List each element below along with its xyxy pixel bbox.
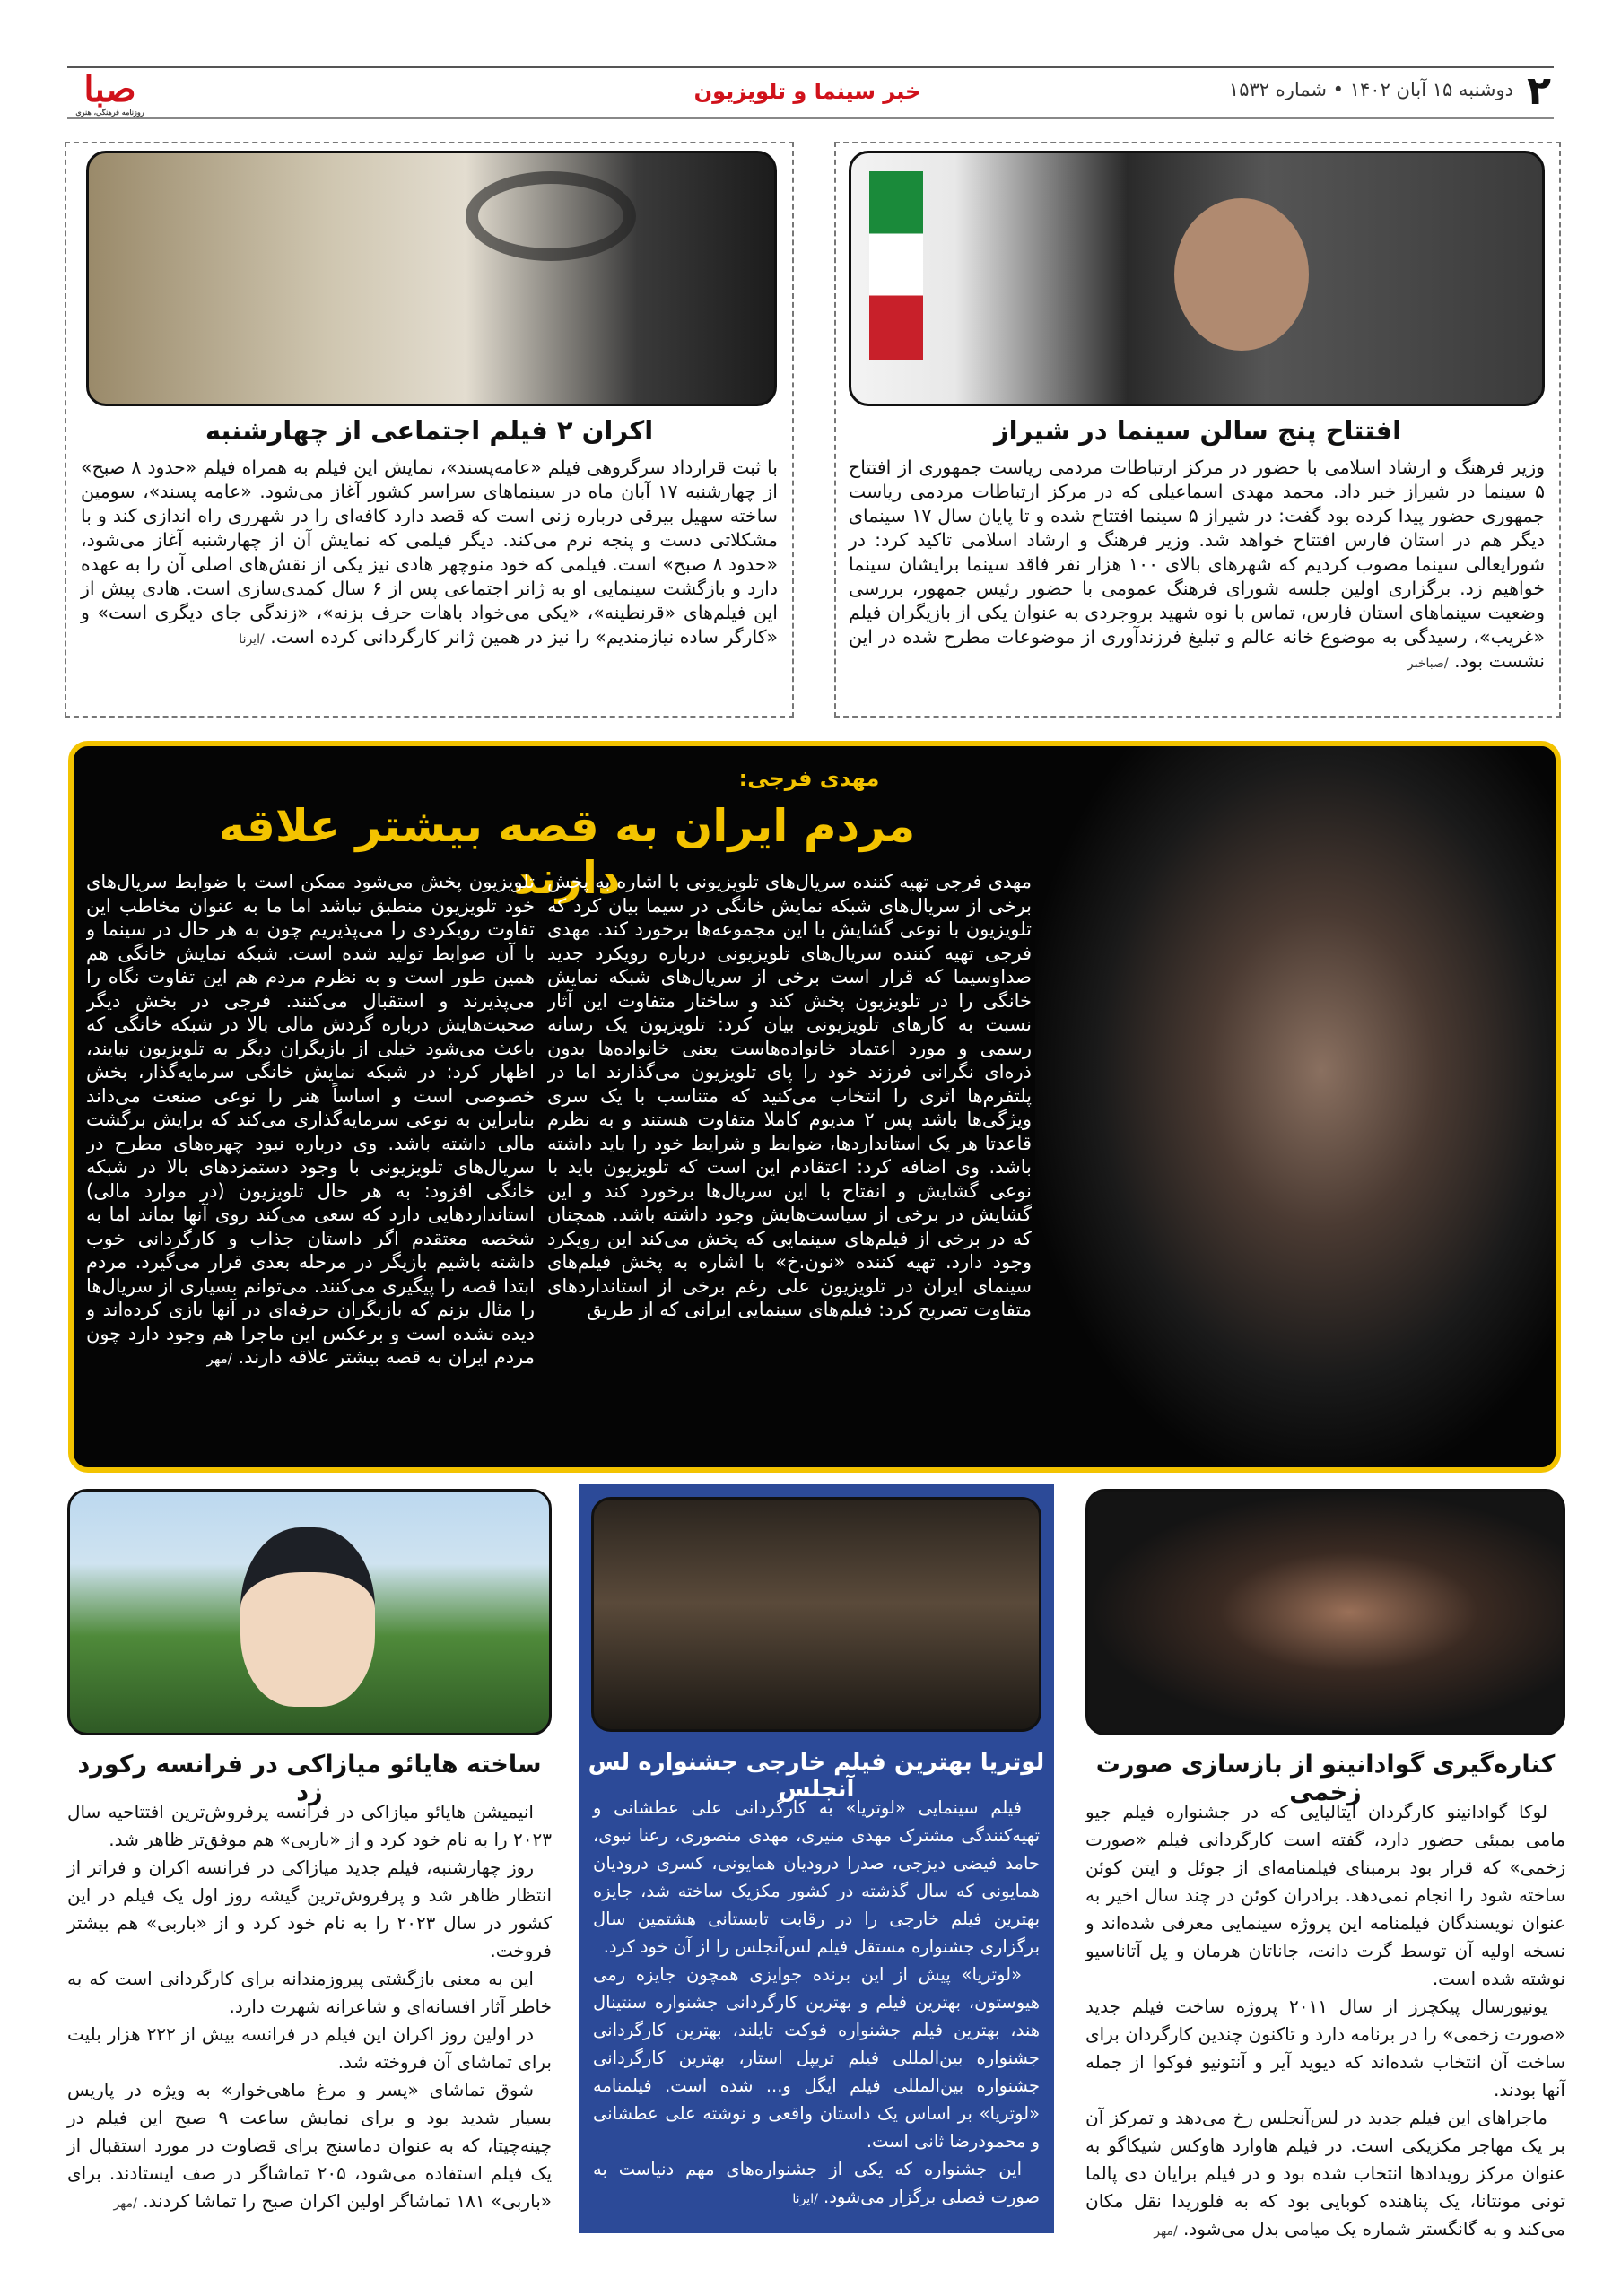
paragraph bbox=[1085, 2104, 1565, 2246]
article-body bbox=[67, 1798, 552, 2218]
paragraph: روز چهارشنبه، فیلم جدید میازاکی در فرانسه اکران و فراتر از انتظار ظاهر شد و پرفروش‌ترین گیشه روز اول یک فیلم در این کشور در سال ۲۰۲۳ را به نام خود کرد و از «باربی» هم بیشتر فروخت. bbox=[67, 1857, 552, 1961]
article-body bbox=[593, 1794, 1040, 2213]
paragraph-text: این جشنواره که یکی از جشنواره‌های مهم دنیاست به صورت فصلی برگزار می‌شود. bbox=[593, 2159, 1040, 2207]
feature-title: مردم ایران به قصه بیشتر علاقه دارند bbox=[218, 800, 916, 904]
paragraph-text: شوق تماشای «پسر و مرغ ماهی‌خوار» به ویژه در پاریس بسیار شدید بود و برای نمایش ساعت ۹ صبح این فیلم در چینه‌چیتا، که به عنوان دماسنج برای قضاوت در مورد استقبال از یک فیلم استفاده می‌شود، ۲۰۵ تماشاگر در صف ایستادند. برای «باربی» ۱۸۱ تماشاگر اولین اکران صبح را تماشا کردند. bbox=[67, 2079, 553, 2212]
person-face-image bbox=[1174, 198, 1309, 351]
article-guadagnino bbox=[1085, 1489, 1565, 2239]
article-source: /مهر bbox=[1154, 2224, 1178, 2239]
issue-date: دوشنبه ۱۵ آبان ۱۴۰۲ • شماره ۱۵۳۲ bbox=[1228, 79, 1513, 100]
minister-photo bbox=[849, 151, 1545, 406]
paragraph-text: ماجراهای این فیلم جدید در لس‌آنجلس رخ می‌دهد و تمرکز آن بر یک مهاجر مکزیکی است. در فیلم هاوارد هاوکس شیکاگو به عنوان مرکز رویدادها انتخاب شده بود و در فیلم برایان دی پالما تونی مونتانا، یک پناهنده کوبایی بود که به فلوریدا نقل مکان می‌کند و به گانگستر شماره یک میامی بدل می‌شود. bbox=[1085, 2107, 1565, 2239]
feature-kicker: مهدی فرجی: bbox=[738, 766, 880, 791]
article-lotteria bbox=[579, 1484, 1054, 2233]
article-two-social-films bbox=[65, 142, 794, 718]
flag-image bbox=[869, 171, 923, 360]
article-shiraz-cinemas bbox=[834, 142, 1561, 718]
paragraph: لوکا گوادانینو کارگردان ایتالیایی که در جشنواره فیلم جیو مامی بمبئی حضور دارد، گفته است کارگردانی فیلم «صورت زخمی» که قرار بود برمبنای فیلمنامه‌ای از جوئل و ایتن کوئن ساخته شود را انجام نمی‌دهد. برادران کوئن در چند سال اخیر به عنوان نویسندگان فیلمنامه این پروژه سینمایی معرفی شده‌اند و نسخه اولیه آن توسط گرت دانت، جاناتان هرمان و پل آتاناسیو نوشته شده است. bbox=[1085, 1801, 1565, 1989]
feature-interview bbox=[68, 741, 1561, 1473]
scarface-photo bbox=[1085, 1489, 1565, 1735]
film-dinner-photo bbox=[591, 1497, 1041, 1732]
article-body bbox=[1085, 1798, 1565, 2246]
feature-source: /مهر bbox=[206, 1351, 232, 1367]
paragraph bbox=[593, 2155, 1040, 2213]
article-title: کناره‌گیری گوادانینو از بازسازی صورت زخمی bbox=[1095, 1751, 1556, 1806]
newspaper-logo bbox=[67, 68, 153, 117]
paragraph: در اولین روز اکران این فیلم در فرانسه بیش از ۲۲۲ هزار بلیت برای تماشای آن فروخته شد. bbox=[67, 2023, 552, 2073]
article-body bbox=[81, 456, 778, 652]
anime-still-photo bbox=[67, 1489, 552, 1735]
section-title: خبر سینما و تلویزیون bbox=[693, 79, 921, 104]
header-bottom-rule bbox=[67, 117, 1554, 119]
article-source: /ایرنا bbox=[792, 2192, 818, 2206]
article-title: اکران ۲ فیلم اجتماعی از چهارشنبه bbox=[205, 415, 654, 446]
article-miyazaki bbox=[67, 1489, 552, 2233]
header-top-rule bbox=[67, 66, 1554, 68]
paragraph: یونیورسال پیکچرز از سال ۲۰۱۱ پروژه ساخت فیلم جدید «صورت زخمی» را در برنامه دارد و تاکنون چندین کارگردان برای ساخت آن انتخاب شده‌اند که دیوید آیر و آنتونیو فوکوا از جمله آنها بودند. bbox=[1085, 1996, 1565, 2100]
article-source: /ایرنا bbox=[239, 632, 265, 647]
logo-tagline: روزنامه فرهنگی، هنری bbox=[75, 108, 144, 117]
article-title: افتتاح پنج سالن سینما در شیراز bbox=[993, 415, 1402, 446]
paragraph: این به معنی بازگشتی پیروزمندانه برای کارگردانی است که به خاطر آثار افسانه‌ای و شاعرانه شهرت دارد. bbox=[67, 1968, 552, 2017]
article-text: با ثبت قرارداد سرگروهی فیلم «عامه‌پسند»، نمایش این فیلم به همراه فیلم «حدود ۸ صبح» از چهارشنبه ۱۷ آبان ماه در سینماهای سراسر کشور آغاز می‌شود. «عامه پسند»، سومین ساخته سهیل بیرقی درباره زنی است که قصد دارد کافه‌ای را در شهرری راه اندازی کند و با مشکلاتی دست و پنجه نرم می‌کند. دیگر فیلمی که نمایش آن از چهارشنبه آغاز می‌شود، «حدود ۸ صبح» است. فیلمی که خود منوچهر هادی نیز یکی از نقش‌های اصلی آن را به عهده دارد و بازگشت سینمایی او به ژانر اجتماعی پس از ۶ سال کمدی‌سازی است. هادی پیش از این فیلم‌های «قرنطینه»، «یکی می‌خواد باهات حرف بزنه»، «زندگی جای دیگری است» و «کارگر ساده نیازمندیم» را نیز در همین ژانر کارگردانی کرده است. bbox=[81, 457, 779, 648]
interviewee-photo bbox=[1035, 746, 1556, 1467]
feature-text: تلویزیون پخش می‌شود ممکن است با ضوابط سریال‌های خود تلویزیون منطبق نباشد اما ما به عنوان مخاطب این تفاوت رویکردی را می‌پذیریم چون به هر حال در سینما و با آن ضوابط تولید شده است. شبکه نمایش خانگی هم همین طور است و به نظرم مردم هم این تفاوت نگاه را می‌پذیرند و استقبال می‌کنند. فرجی در بخش دیگر صحبت‌هایش درباره گردش مالی بالا در شبکه خانگی که باعث می‌شود خیلی از بازیگران دیگر به تلویزیون نیایند، اظهار کرد: در شبکه نمایش خانگی سرمایه‌گذار، بخش خصوصی است و اساساً هنر را نوعی صنعت می‌داند بنابراین به نوعی سرمایه‌گذاری می‌کند که برایش برگشت مالی داشته باشد. وی درباره نبود چهره‌های مطرح در سریال‌های تلویزیونی با وجود دستمزدهای بالا در شبکه خانگی افزود: به هر حال تلویزیون (در موارد مالی) استانداردهایی دارد که سعی می‌کند روی آنها بماند اما به شخصه معتقدم اگر داستان جذاب و کارگردانی خوب داشته باشیم بازیگر در مرحله بعدی قرار می‌گیرد. مردم ابتدا قصه را پیگیری می‌کنند. می‌توانم بسیاری از سریال‌ها را مثال بزنم که بازیگران حرفه‌ای در آنها بازی کرده‌اند و دیده نشده است و برعکس این ماجرا هم وجود دارد چون مردم ایران به قصه بیشتر علاقه دارند. bbox=[86, 871, 535, 1368]
article-source: /صباخبر bbox=[1407, 657, 1449, 671]
film-still-photo bbox=[86, 151, 777, 406]
article-source: /مهر bbox=[113, 2196, 137, 2211]
feature-column-2 bbox=[86, 870, 535, 1457]
paragraph bbox=[67, 2076, 552, 2218]
anime-character-image bbox=[240, 1527, 375, 1707]
article-text: وزیر فرهنگ و ارشاد اسلامی با حضور در مرکز ارتباطات مردمی ریاست جمهوری از افتتاح ۵ سینما در شیراز خبر داد. محمد مهدی اسماعیلی که در مرکز ارتباطات مردمی ریاست جمهوری حضور پیدا کرده بود گفت: در شیراز ۵ سینما افتتاح شده و تا پایان سال ۱۷ سینمای دیگر هم در استان فارس افتتاح خواهد شد. وزیر فرهنگ و ارشاد اسلامی تاکید کرد: در شورایعالی سینما مصوب کردیم که شهرهای بالای ۱۰۰ هزار نفر فاقد سینما برایشان سینما خواهیم زد. برگزاری اولین جلسه شورای فرهنگ عمومی با حضور رئیس جمهور، بررسی وضعیت سینماهای استان فارس، تماس با نوه شهید بروجردی به عنوان یکی از بازیگران فیلم «غریب»، رسیدگی به موضوع خانه عالم و تبلیغ فرزندآوری از موضوعات مطرح شده در این نشست بود. bbox=[849, 457, 1545, 672]
logo-text: صبا bbox=[83, 68, 136, 110]
calligraphy-image bbox=[466, 171, 636, 261]
paragraph: فیلم سینمایی «لوتریا» به کارگردانی علی عطشانی و تهیه‌کنندگی مشترک مهدی منیری، مهدی منصوری، رعنا نبوی، حامد فیضی دیزجی، صدرا درودیان همایونی، کسری درودیان همایونی که سال گذشته در کشور مکزیک ساخته شد، جایزه بهترین فیلم خارجی را در رقابت تابستانی هشتمین سال برگزاری جشنواره مستقل فیلم لس‌آنجلس را از آن خود کرد. bbox=[593, 1797, 1040, 1957]
feature-column-1: مهدی فرجی تهیه کننده سریال‌های تلویزیونی با اشاره به پخش برخی از سریال‌های شبکه نمایش خانگی در سیما بیان کرد که تلویزیون با نوعی گشایش با این مجموعه‌ها برخورد کند. مهدی فرجی تهیه کننده سریال‌های تلویزیونی درباره رویکرد جدید صداوسیما که قرار است برخی از سریال‌های شبکه نمایش خانگی را در تلویزیون پخش کند و ساختار متفاوت این آثار نسبت به کارهای تلویزیونی بیان کرد: تلویزیون یک رسانه رسمی و مورد اعتماد خانواده‌هاست یعنی خانواده‌ها بدون ذره‌ای نگرانی فرزند خود را پای تلویزیون می‌گذارند اما در پلتفرم‌ها اثری را انتخاب می‌کنید که متناسب با یک سری ویژگی‌ها باشد پس ۲ مدیوم کاملا متفاوت هستند و به نظرم قاعدتا هر یک استانداردها، ضوابط و شرایط خود را باید داشته باشد. وی اضافه کرد: اعتقادم این است که تلویزیون باید با نوعی گشایش و انفتاح با این سریال‌ها برخورد کند و این گشایش در برخی از سیاست‌هایش وجود داشته باشد. همچنان که در برخی از فیلم‌های سینمایی که پخش می‌کند این رویکرد وجود دارد. تهیه کننده «نون.خ» با اشاره به پخش فیلم‌های سینمای ایران در تلویزیون علی رغم برخی از استانداردهای متفاوت تصریح کرد: فیلم‌های سینمایی ایرانی که از طریق bbox=[547, 871, 1032, 1320]
paragraph: «لوتریا» پیش از این برنده جوایزی همچون جایزه رمی هیوستون، بهترین فیلم و بهترین کارگردانی جشنواره سنتینال هند، بهترین فیلم جشنواره فوکت تایلند، بهترین کارگردانی جشنواره بین‌المللی فیلم تریپل استار، بهترین کارگردانی جشنواره بین‌المللی فیلم ایگل و... شده است. فیلمنامه «لوتریا» بر اساس یک داستان واقعی و نوشته علی عطشانی و محمودرضا ثانی است. bbox=[593, 1964, 1040, 2152]
paragraph: انیمیشن هایائو میازاکی در فرانسه پرفروش‌ترین افتتاحیه سال ۲۰۲۳ را به نام خود کرد و از «باربی» هم موفق‌تر ظاهر شد. bbox=[67, 1801, 552, 1850]
article-title: ساخته هایائو میازاکی در فرانسه رکورد زد bbox=[77, 1751, 542, 1806]
article-body bbox=[849, 456, 1545, 676]
article-title: لوتریا بهترین فیلم خارجی جشنواره لس آنجلس bbox=[588, 1749, 1045, 1803]
page-number: ۲ bbox=[1527, 68, 1551, 114]
